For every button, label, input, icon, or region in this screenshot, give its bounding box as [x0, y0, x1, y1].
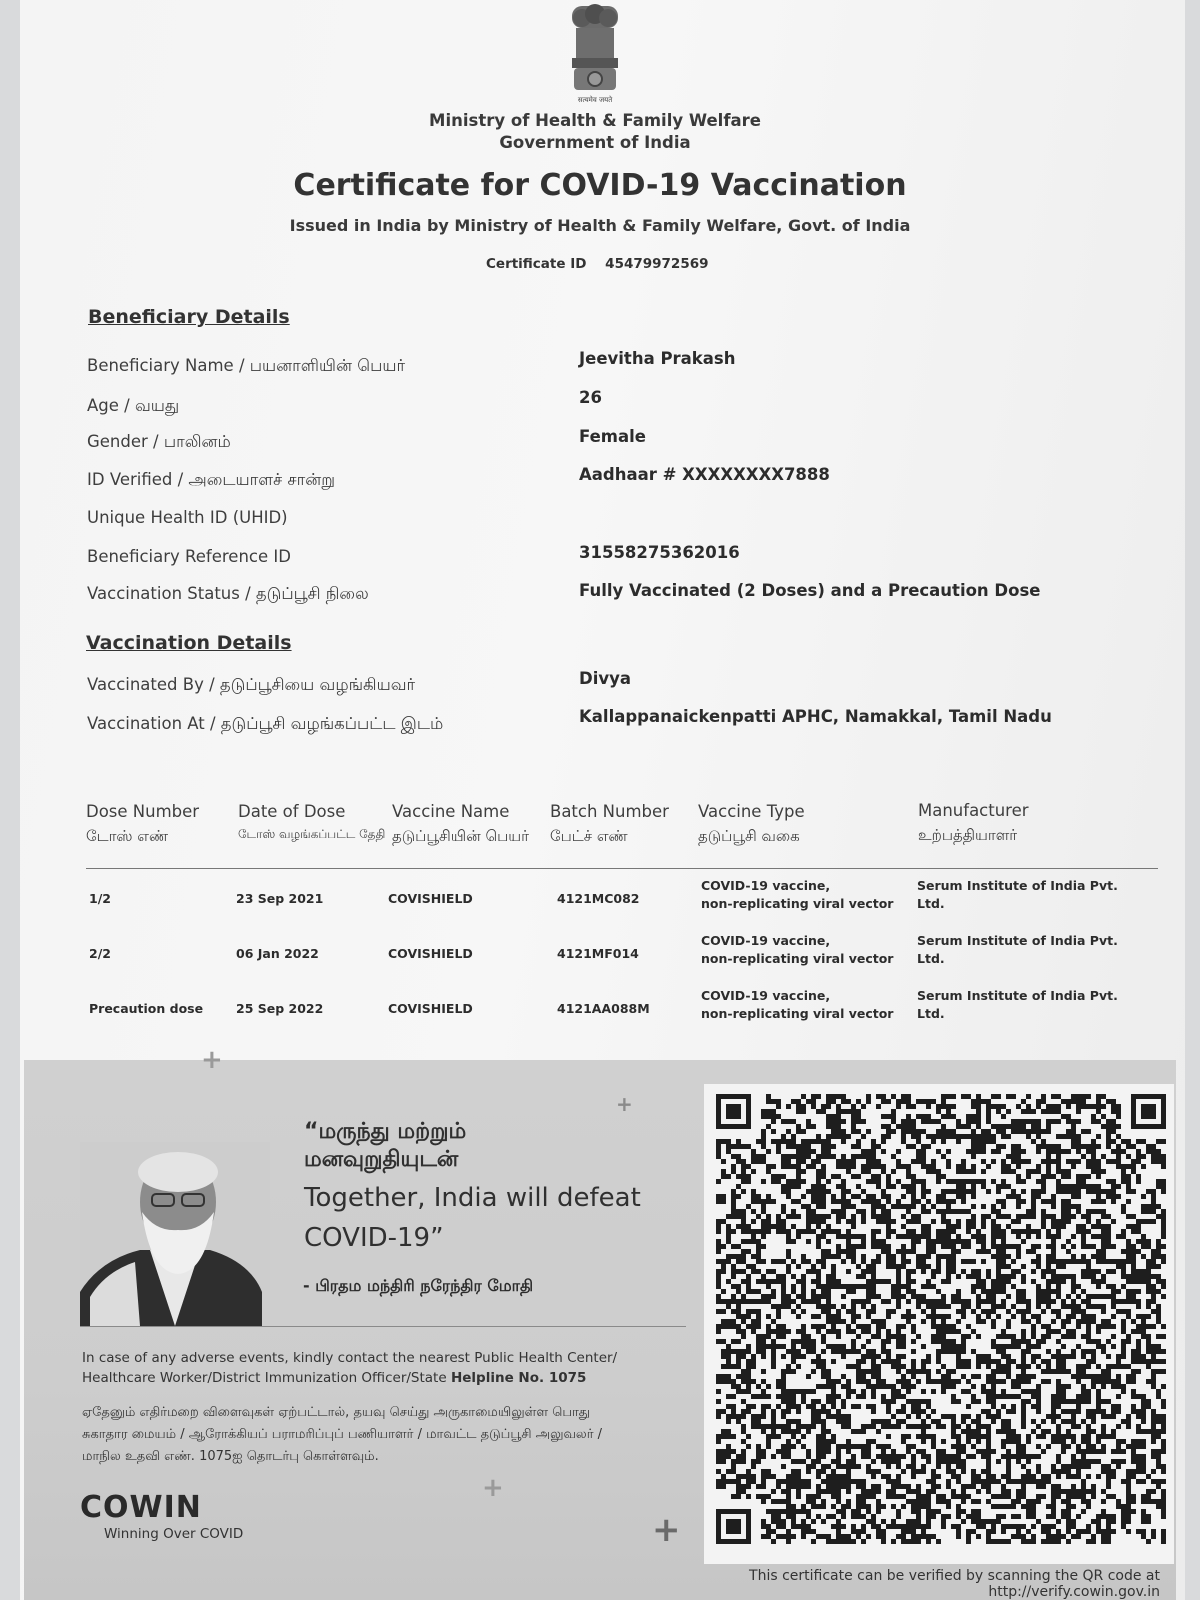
dose-date-cell: 06 Jan 2022 [236, 946, 319, 961]
vaccine-type-line: non-replicating viral vector [701, 951, 894, 966]
certificate-id-value: 45479972569 [605, 256, 709, 272]
header-en: Vaccine Name [392, 802, 510, 821]
dose-number-cell: 2/2 [89, 946, 111, 961]
helpline-number: Helpline No. 1075 [450, 1370, 587, 1386]
adverse-line: In case of any adverse events, kindly contact the nearest Public Health Center/ [82, 1350, 618, 1366]
plus-decoration-icon: + [201, 1045, 223, 1075]
header-vaccine-type [698, 802, 805, 843]
certificate-title: Certificate for COVID-19 Vaccination [293, 168, 907, 203]
header-ta: உற்பத்தியாளர் [918, 826, 1018, 844]
ministry-name [380, 110, 810, 154]
quote-tamil-line: மனவுறுதியுடன் [304, 1147, 459, 1172]
plus-decoration-icon: + [616, 1092, 633, 1116]
vaccinated-by-label: Vaccinated By / தடுப்பூசியை வழங்கியவர் [87, 675, 416, 694]
batch-number-cell: 4121MF014 [557, 946, 639, 961]
adverse-tamil-line: ஏதேனும் எதிர்மறை விளைவுகள் ஏற்பட்டால், தயவு செய்து அருகாமையிலுள்ள பொது [82, 1405, 591, 1420]
beneficiary-name-value: Jeevitha Prakash [579, 349, 736, 368]
age-label: Age / வயது [87, 396, 180, 415]
vaccine-type-cell [701, 987, 893, 1023]
adverse-tamil-line: மாநில உதவி எண். 1075ஐ தொடர்பு கொள்ளவும். [82, 1449, 379, 1464]
vaccine-name-cell: COVISHIELD [388, 946, 473, 961]
vaccine-type-line: COVID-19 vaccine, [701, 988, 831, 1003]
cowin-logo: COWIN [80, 1490, 202, 1525]
header-en: Batch Number [550, 802, 669, 821]
government-line: Government of India [499, 133, 691, 152]
vaccine-type-cell [701, 932, 893, 968]
vaccine-type-cell [701, 877, 893, 913]
dose-date-cell: 23 Sep 2021 [236, 891, 324, 906]
batch-number-cell: 4121AA088M [557, 1001, 650, 1016]
adverse-events-notice-tamil [82, 1402, 682, 1468]
adverse-tamil-line: சுகாதார மையம் / ஆரோக்கியப் பராமரிப்புப் பணியாளர் / மாவட்ட தடுப்பூசி அலுவலர் / [82, 1427, 603, 1442]
footer-divider [80, 1326, 686, 1327]
beneficiary-details-heading: Beneficiary Details [88, 306, 290, 328]
gender-value: Female [579, 427, 646, 446]
verify-line: This certificate can be verified by scanning the QR code at [749, 1568, 1160, 1584]
beneficiary-name-label: Beneficiary Name / பயனாளியின் பெயர் [87, 356, 406, 375]
id-verified-label: ID Verified / அடையாளச் சான்று [87, 470, 336, 489]
dose-number-cell: 1/2 [89, 891, 111, 906]
header-ta: தடுப்பூசி வகை [698, 827, 800, 845]
vaccine-name-cell: COVISHIELD [388, 891, 473, 906]
beneficiary-reference-id-label: Beneficiary Reference ID [87, 547, 291, 566]
plus-decoration-icon: + [652, 1510, 681, 1550]
header-en: Vaccine Type [698, 802, 805, 821]
vaccination-details-heading: Vaccination Details [86, 632, 292, 654]
vaccine-type-line: non-replicating viral vector [701, 896, 894, 911]
vaccine-type-line: COVID-19 vaccine, [701, 933, 831, 948]
beneficiary-reference-id-value: 31558275362016 [579, 543, 740, 562]
manufacturer-line: Ltd. [917, 896, 945, 911]
manufacturer-line: Serum Institute of India Pvt. [917, 988, 1118, 1003]
id-verified-value: Aadhaar # XXXXXXXX7888 [579, 465, 830, 484]
adverse-line-text: Healthcare Worker/District Immunization Officer/State [82, 1370, 451, 1386]
adverse-events-notice [82, 1348, 682, 1388]
manufacturer-cell [917, 932, 1118, 968]
quote-english-line: Together, India will defeat [304, 1183, 641, 1213]
header-vaccine-name [392, 802, 529, 843]
header-en: Dose Number [86, 802, 200, 821]
prime-minister-portrait-icon [80, 1142, 270, 1326]
adverse-line [82, 1368, 682, 1388]
pm-quote [304, 1118, 674, 1258]
manufacturer-line: Serum Institute of India Pvt. [917, 878, 1118, 893]
pm-signoff: - பிரதம மந்திரி நரேந்திர மோதி [303, 1276, 534, 1295]
header-en: Manufacturer [918, 801, 1029, 820]
certificate-id [486, 256, 709, 272]
header-batch-number [550, 802, 669, 843]
header-ta: டோஸ் எண் [86, 827, 169, 845]
header-manufacturer [918, 801, 1029, 842]
table-divider [86, 868, 1158, 869]
vaccine-type-line: COVID-19 vaccine, [701, 878, 831, 893]
verification-note [720, 1568, 1160, 1600]
dose-number-cell: Precaution dose [89, 1001, 204, 1016]
vaccination-status-label: Vaccination Status / தடுப்பூசி நிலை [87, 584, 369, 603]
qr-code-icon[interactable] [716, 1094, 1166, 1544]
dose-date-cell: 25 Sep 2022 [236, 1001, 324, 1016]
vaccinated-by-value: Divya [579, 669, 631, 688]
vaccination-status-value: Fully Vaccinated (2 Doses) and a Precaution Dose [579, 581, 1041, 600]
header-ta: பேட்ச் எண் [550, 827, 628, 845]
manufacturer-line: Ltd. [917, 951, 945, 966]
age-value: 26 [579, 388, 602, 407]
vaccination-at-value: Kallappanaickenpatti APHC, Namakkal, Tamil Nadu [579, 707, 1052, 726]
quote-english-line: COVID-19” [304, 1223, 444, 1253]
header-ta: தடுப்பூசியின் பெயர் [392, 827, 529, 845]
vaccine-name-cell: COVISHIELD [388, 1001, 473, 1016]
manufacturer-cell [917, 877, 1118, 913]
uhid-label: Unique Health ID (UHID) [87, 508, 288, 527]
national-emblem-icon [562, 2, 628, 106]
cowin-tagline: Winning Over COVID [104, 1526, 244, 1542]
vaccination-at-label: Vaccination At / தடுப்பூசி வழங்கப்பட்ட இடம் [87, 714, 444, 733]
quote-tamil-line: “மருந்து மற்றும் [304, 1119, 467, 1144]
svg-text:सत्यमेव जयते: सत्यमेव जयते [577, 96, 613, 104]
header-dose-number [86, 802, 199, 843]
header-ta: டோஸ் வழங்கப்பட்ட தேதி [238, 827, 386, 841]
issued-by: Issued in India by Ministry of Health & Family Welfare, Govt. of India [289, 216, 911, 235]
ministry-line: Ministry of Health & Family Welfare [429, 111, 761, 130]
manufacturer-line: Ltd. [917, 1006, 945, 1021]
header-en: Date of Dose [238, 802, 346, 821]
gender-label: Gender / பாலினம் [87, 432, 231, 451]
plus-decoration-icon: + [482, 1473, 504, 1503]
verify-url[interactable]: http://verify.cowin.gov.in [988, 1584, 1160, 1600]
batch-number-cell: 4121MC082 [557, 891, 640, 906]
manufacturer-line: Serum Institute of India Pvt. [917, 933, 1118, 948]
certificate-id-label: Certificate ID [486, 256, 587, 272]
vaccine-type-line: non-replicating viral vector [701, 1006, 894, 1021]
header-date-of-dose [238, 802, 388, 841]
manufacturer-cell [917, 987, 1118, 1023]
